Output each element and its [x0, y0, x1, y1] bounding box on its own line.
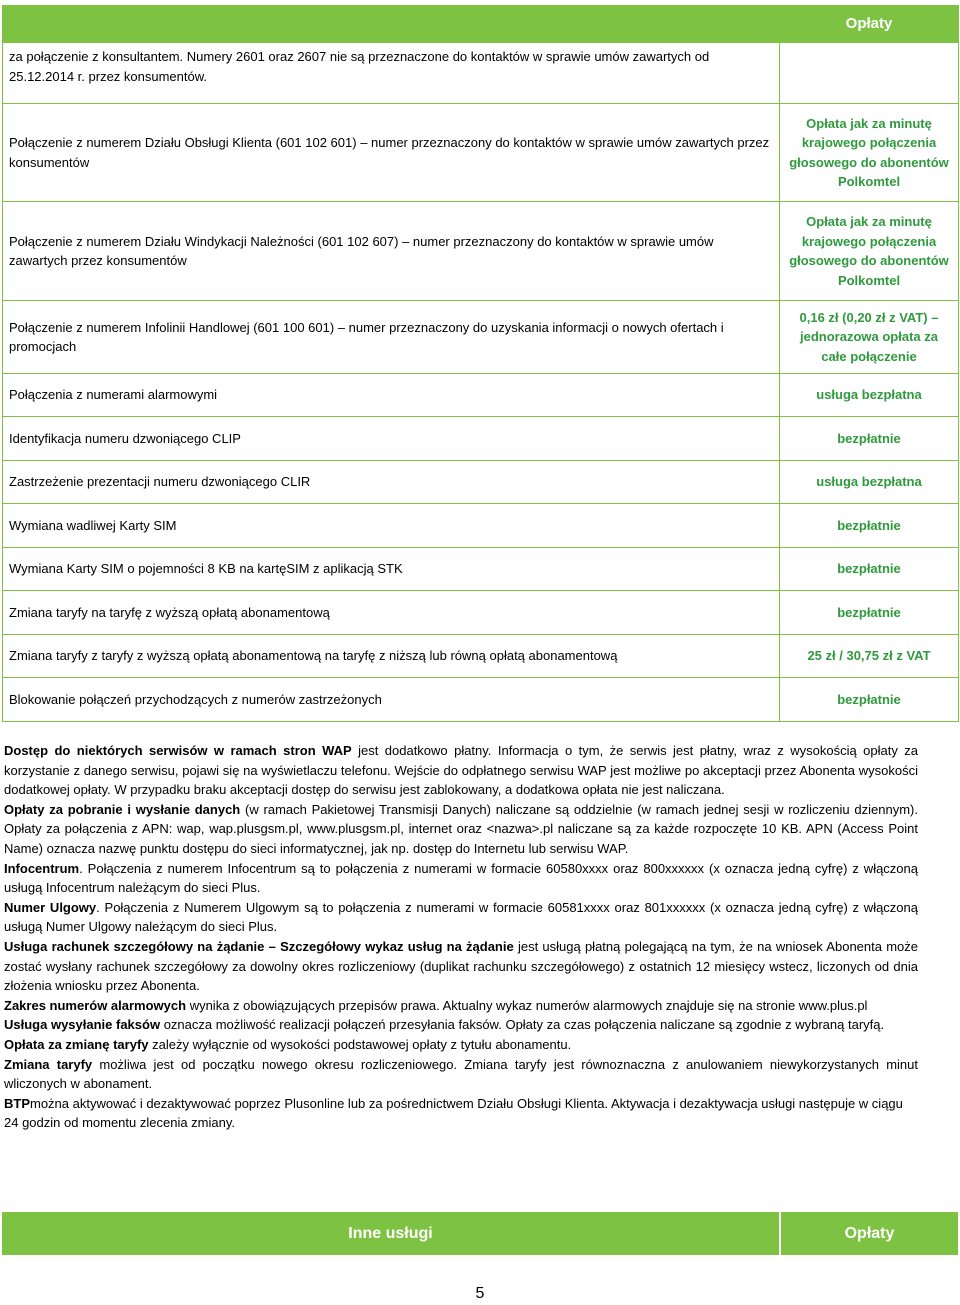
header-fee-label: Opłaty: [780, 6, 959, 43]
fees-table-section: [2, 5, 958, 722]
note-text: zależy wyłącznie od wysokości podstawowej opłaty z tytułu abonamentu.: [148, 1036, 572, 1052]
fee-cell: 25 zł / 30,75 zł z VAT: [780, 635, 959, 678]
fee-cell: [780, 43, 959, 104]
note-btp: [4, 1094, 918, 1133]
note-wap: [4, 741, 918, 800]
table-header-row: [3, 6, 959, 43]
service-cell: Zmiana taryfy z taryfy z wyższą opłatą abonamentową na taryfę z niższą lub równą opłatą abonamentową: [3, 635, 780, 678]
table-row: [3, 374, 959, 417]
fee-cell: usługa bezpłatna: [780, 461, 959, 504]
service-cell: Zastrzeżenie prezentacji numeru dzwoniącego CLIR: [3, 461, 780, 504]
note-numer-ulgowy: [4, 898, 918, 937]
footnotes: [4, 741, 918, 1133]
fee-cell: bezpłatnie: [780, 678, 959, 722]
note-text: oznacza możliwość realizacji połączeń przesyłania faksów. Opłaty za czas połączenia naliczane są zgodnie z wybraną taryfą.: [160, 1017, 885, 1033]
note-tariff-change: [4, 1055, 918, 1094]
table-row: [3, 301, 959, 374]
fee-cell: bezpłatnie: [780, 591, 959, 635]
continuation-text: za połączenie z konsultantem. Numery 2601 oraz 2607 nie są przeznaczone do kontaktów w sprawie umów zawartych od 25.12.2014 r. przez konsumentów.: [3, 43, 780, 104]
service-cell: Identyfikacja numeru dzwoniącego CLIP: [3, 417, 780, 461]
table-row: [3, 591, 959, 635]
table-row: [3, 635, 959, 678]
note-text: wynika z obowiązujących przepisów prawa. Aktualny wykaz numerów alarmowych znajduje się na stronie www.plus.pl: [186, 997, 868, 1013]
note-fax: [4, 1015, 918, 1035]
service-cell: Wymiana Karty SIM o pojemności 8 KB na kartęSIM z aplikacją STK: [3, 548, 780, 591]
header-service-cell: [3, 6, 780, 43]
section-title: Inne usługi: [348, 1224, 433, 1242]
note-term: Infocentrum: [4, 860, 80, 876]
note-text: . Połączenia z numerem Infocentrum są to połączenia z numerami w formacie 60580xxxx oraz 800xxxxxx (x oznacza jedną cyfrę) z włączoną usługą Infocentrum należącym do sieci Plus.: [4, 860, 918, 896]
note-term: Dostęp do niektórych serwisów w ramach stron WAP: [4, 743, 352, 758]
fees-table: [2, 5, 959, 722]
note-term: BTP: [4, 1095, 30, 1111]
table-row: [3, 417, 959, 461]
fee-cell: bezpłatnie: [780, 417, 959, 461]
note-text: (w ramach Pakietowej Transmisji Danych) naliczane są oddzielnie (w ramach jednej sesji w rozliczeniu dziennym). Opłaty za połączenia z APN: wap, wap.plusgsm.pl, www.plusgsm.pl, internet oraz <nazwa>.pl naliczane są za każde rozpoczęte 10 KB. APN (Access Point Name) oznacza nazwę punktu dostępu do sieci informatycznej, jak np. dostęp do Internetu lub serwisu WAP.: [4, 801, 918, 856]
table-row: [3, 461, 959, 504]
table-row: [3, 504, 959, 548]
service-cell: Zmiana taryfy na taryfę z wyższą opłatą abonamentową: [3, 591, 780, 635]
table-row: [3, 104, 959, 202]
note-term: Numer Ulgowy: [4, 899, 97, 915]
note-text: można aktywować i dezaktywować poprzez Plusonline lub za pośrednictwem Działu Obsługi Klienta. Aktywacja i dezaktywacja usługi następuje w ciągu 24 godzin od momentu zlecenia zmiany.: [4, 1095, 903, 1131]
note-text: jest usługą płatną polegającą na tym, że na wniosek Abonenta może zostać wysłany rachunek szczegółowy za dowolny okres rozliczeniowy (duplikat rachunku szczegółowego) z ostatnich 12 miesięcy wstecz, liczonych od dnia złożenia wniosku przez Abonenta.: [4, 938, 918, 994]
section-fee-label: Opłaty: [844, 1224, 895, 1242]
note-term: Zmiana taryfy: [4, 1056, 93, 1072]
service-cell: Połączenie z numerem Infolinii Handlowej (601 100 601) – numer przeznaczony do uzyskania informacji o nowych ofertach i promocjach: [3, 301, 780, 374]
note-term: Opłata za zmianę taryfy: [4, 1036, 149, 1052]
page-number: 5: [475, 1285, 485, 1302]
service-cell: Połączenia z numerami alarmowymi: [3, 374, 780, 417]
note-emergency-numbers: [4, 996, 918, 1016]
fee-cell: Opłata jak za minutę krajowego połączenia głosowego do abonentów Polkomtel: [780, 104, 959, 202]
table-row: [3, 43, 959, 104]
service-cell: Wymiana wadliwej Karty SIM: [3, 504, 780, 548]
fee-cell: usługa bezpłatna: [780, 374, 959, 417]
fee-cell: Opłata jak za minutę krajowego połączenia głosowego do abonentów Polkomtel: [780, 202, 959, 301]
note-text: możliwa jest od początku nowego okresu rozliczeniowego. Zmiana taryfy jest równoznaczna z anulowaniem niewykorzystanych minut wliczonych w abonament.: [4, 1056, 918, 1092]
fee-cell: bezpłatnie: [780, 504, 959, 548]
note-text: . Połączenia z Numerem Ulgowym są to połączenia z numerami w formacie 60581xxxx oraz 801xxxxxx (x oznacza jedną cyfrę) z włączoną usługą Numer Ulgowy należącym do sieci Plus.: [4, 899, 919, 935]
fee-cell: bezpłatnie: [780, 548, 959, 591]
note-itemized-bill: [4, 937, 918, 996]
note-term: Zakres numerów alarmowych: [4, 997, 187, 1013]
table-row: [3, 678, 959, 722]
note-term: Opłaty za pobranie i wysłanie danych: [4, 801, 241, 817]
note-data-transfer: [4, 800, 918, 859]
table-row: [3, 202, 959, 301]
fee-cell: 0,16 zł (0,20 zł z VAT) – jednorazowa opłata za całe połączenie: [780, 301, 959, 374]
service-cell: Połączenie z numerem Działu Windykacji Należności (601 102 607) – numer przeznaczony do kontaktów w sprawie umów zawartych przez konsumentów: [3, 202, 780, 301]
section-header-bar: [2, 1212, 958, 1255]
note-tariff-fee: [4, 1035, 918, 1055]
table-row: [3, 548, 959, 591]
service-cell: Połączenie z numerem Działu Obsługi Klienta (601 102 601) – numer przeznaczony do kontaktów w sprawie umów zawartych przez konsumentów: [3, 104, 780, 202]
note-term: Usługa rachunek szczegółowy na żądanie – Szczegółowy wykaz usług na żądanie: [4, 938, 514, 954]
note-term: Usługa wysyłanie faksów: [4, 1017, 161, 1033]
note-text: jest dodatkowo płatny. Informacja o tym, że serwis jest płatny, wraz z wysokością opłaty za korzystanie z danego serwisu, pojawi się na wyświetlaczu telefonu. Wejście do odpłatnego serwisu WAP jest możliwe po akceptacji przez Abonenta wysokości dodatkowej opłaty. W przypadku braku akceptacji dostęp do serwisu jest zablokowany, a dodatkowa opłata nie jest naliczana.: [4, 743, 919, 798]
service-cell: Blokowanie połączeń przychodzących z numerów zastrzeżonych: [3, 678, 780, 722]
note-infocentrum: [4, 859, 918, 898]
